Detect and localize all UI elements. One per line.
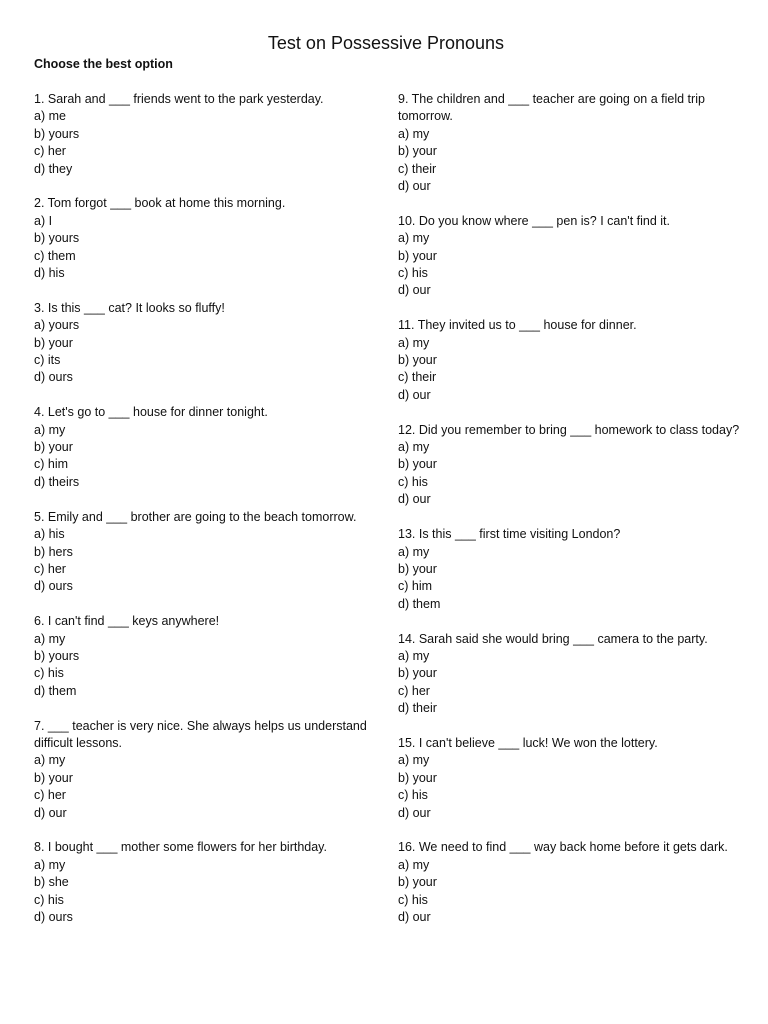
option-a: a) his	[34, 527, 65, 542]
option-b: b) hers	[34, 544, 73, 559]
question-text: 10. Do you know where ___ pen is? I can't find it.	[398, 213, 670, 228]
question-text: 13. Is this ___ first time visiting London?	[398, 527, 621, 542]
option-b: b) your	[398, 561, 437, 576]
option-d: d) ours	[34, 370, 73, 385]
question-15	[398, 735, 743, 822]
option-c: c) her	[34, 144, 66, 159]
option-c: c) her	[398, 683, 430, 698]
question-text: 6. I can't find ___ keys anywhere!	[34, 614, 220, 629]
option-c: c) his	[34, 892, 64, 907]
page-title: Test on Possessive Pronouns	[267, 33, 505, 53]
question-1	[34, 91, 379, 178]
question-16	[398, 839, 743, 926]
option-c: c) her	[34, 788, 66, 803]
option-c: c) him	[34, 457, 69, 472]
question-text: 9. The children and ___ teacher are going on a field trip tomorrow.	[398, 92, 705, 124]
question-text: 11. They invited us to ___ house for dinner.	[398, 318, 637, 333]
option-d: d) theirs	[34, 474, 80, 489]
option-b: b) your	[398, 875, 437, 890]
option-b: b) yours	[34, 231, 80, 246]
option-d: d) our	[398, 492, 431, 507]
left-question-column	[34, 91, 379, 944]
option-a: a) me	[34, 109, 66, 124]
option-d: d) their	[398, 701, 437, 716]
option-a: a) my	[398, 231, 430, 246]
question-text: 5. Emily and ___ brother are going to the beach tomorrow.	[34, 509, 357, 524]
question-10	[398, 213, 743, 300]
option-a: a) my	[398, 440, 430, 455]
question-text: 15. I can't believe ___ luck! We won the lottery.	[398, 735, 658, 750]
instruction-text: Choose the best option	[34, 57, 173, 71]
question-text: 1. Sarah and ___ friends went to the park yesterday.	[34, 92, 324, 106]
question-text: 8. I bought ___ mother some flowers for her birthday.	[34, 840, 327, 855]
option-a: a) my	[398, 126, 430, 141]
question-3	[34, 300, 379, 387]
option-d: d) them	[34, 683, 77, 698]
question-4	[34, 404, 379, 491]
question-12	[398, 422, 743, 509]
option-a: a) yours	[34, 318, 80, 333]
option-c: c) them	[34, 248, 76, 263]
option-b: b) your	[398, 457, 437, 472]
question-13	[398, 526, 743, 613]
question-8	[34, 839, 379, 926]
option-c: c) his	[398, 892, 428, 907]
option-a: a) my	[34, 631, 66, 646]
option-c: c) their	[398, 370, 437, 385]
option-a: a) my	[398, 335, 430, 350]
option-d: d) they	[34, 161, 73, 176]
option-c: c) their	[398, 161, 437, 176]
question-7	[34, 718, 379, 822]
option-d: d) our	[34, 805, 67, 820]
option-b: b) your	[34, 440, 73, 455]
option-d: d) ours	[34, 909, 73, 924]
question-14	[398, 631, 743, 718]
option-a: a) my	[34, 753, 66, 768]
option-a: a) my	[398, 753, 430, 768]
option-d: d) our	[398, 387, 431, 402]
option-d: d) his	[34, 266, 65, 281]
option-b: b) your	[398, 248, 437, 263]
option-d: d) our	[398, 179, 431, 194]
option-c: c) his	[398, 474, 428, 489]
option-c: c) him	[398, 579, 433, 594]
option-a: a) my	[398, 544, 430, 559]
question-text: 14. Sarah said she would bring ___ camera to the party.	[398, 631, 708, 646]
option-c: c) his	[398, 788, 428, 803]
question-9	[398, 91, 743, 195]
option-a: a) my	[34, 857, 66, 872]
question-text: 16. We need to find ___ way back home before it gets dark.	[398, 840, 728, 855]
question-6	[34, 613, 379, 700]
option-c: c) his	[34, 666, 64, 681]
right-question-column	[398, 91, 743, 944]
option-b: b) your	[34, 770, 73, 785]
question-text: 3. Is this ___ cat? It looks so fluffy!	[34, 300, 225, 315]
question-text: 4. Let's go to ___ house for dinner tonight.	[34, 405, 268, 420]
option-d: d) them	[398, 596, 441, 611]
option-c: c) his	[398, 266, 428, 281]
option-b: b) your	[398, 144, 437, 159]
question-text: 2. Tom forgot ___ book at home this morning.	[34, 196, 286, 211]
question-11	[398, 317, 743, 404]
question-text: 12. Did you remember to bring ___ homework to class today?	[398, 422, 740, 437]
option-c: c) her	[34, 561, 66, 576]
option-a: a) my	[398, 857, 430, 872]
option-b: b) your	[398, 353, 437, 368]
option-d: d) our	[398, 909, 431, 924]
option-b: b) yours	[34, 126, 80, 141]
option-b: b) she	[34, 875, 69, 890]
option-a: a) I	[34, 213, 53, 228]
question-2	[34, 195, 379, 282]
option-d: d) ours	[34, 579, 73, 594]
option-c: c) its	[34, 353, 61, 368]
question-5	[34, 509, 379, 596]
option-a: a) my	[398, 648, 430, 663]
option-b: b) your	[398, 666, 437, 681]
option-d: d) our	[398, 805, 431, 820]
option-b: b) your	[34, 335, 73, 350]
question-text: 7. ___ teacher is very nice. She always helps us understand difficult lessons.	[34, 718, 367, 750]
option-b: b) your	[398, 770, 437, 785]
option-b: b) yours	[34, 648, 80, 663]
option-a: a) my	[34, 422, 66, 437]
option-d: d) our	[398, 283, 431, 298]
